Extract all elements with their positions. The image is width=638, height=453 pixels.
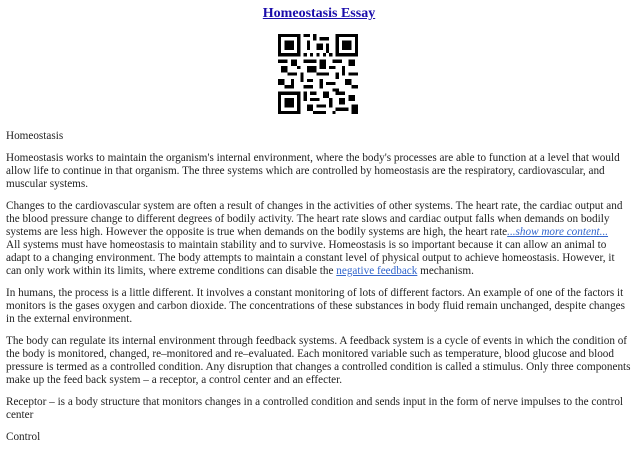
qr-code-image	[278, 34, 358, 114]
essay-body	[6, 130, 632, 453]
paragraph-3	[6, 239, 632, 278]
negative-feedback-link[interactable]: negative feedback	[336, 265, 418, 277]
page-title	[0, 6, 638, 22]
paragraph-2-text: Changes to the cardiovascular system are often a result of changes in the activities of other systems. The heart rate, the cardiac output and the blood pressure change to different degrees of bodily activity. The heart rate slows and cardiac output falls when demands on bodily systems are less high. However the opposite is true when demands on the bodily systems are high, the heart rate	[6, 200, 623, 238]
paragraph-7: Control	[6, 431, 41, 443]
paragraph-5: The body can regulate its internal environment through feedback systems. A feedback system is a cycle of events in which the condition of the body is monitored, changed, re–monitored and re–evaluated. Each monitored variable such as temperature, blood glucose and blood pressure is termed as a controlled condition. Any disruption that changes a controlled condition is called a stimulus. Only three components make up the feed back system – a receptor, a control center and an effecter.	[6, 335, 631, 386]
paragraph-3-text: All systems must have homeostasis to maintain stability and to survive. Homeostasis is so important because it can allow an animal to adapt to a changing environment. The body attempts to maintain a constant level of physical output to achieve homeostasis. However, it can only work within its limits, where extreme conditions can disable the	[6, 239, 615, 277]
title-link[interactable]: Homeostasis Essay	[262, 6, 376, 21]
essay-heading: Homeostasis	[6, 130, 64, 142]
show-more-link[interactable]: ...show more content...	[507, 226, 609, 238]
paragraph-4: In humans, the process is a little different. It involves a constant monitoring of lots of different factors. An example of one of the factors it monitors is the gases oxygen and carbon dioxide. The concentrations of these substances in body fluid remain unchanged, despite changes in the external environment.	[6, 287, 625, 325]
paragraph-6: Receptor – is a body structure that monitors changes in a controlled condition and sends input in the form of nerve impulses to the control center	[6, 396, 624, 421]
paragraph-2	[6, 200, 632, 239]
paragraph-3-end: mechanism.	[420, 265, 474, 277]
paragraph-1: Homeostasis works to maintain the organism's internal environment, where the body's processes are able to function at a level that would allow life to continue in that organism. The three systems which are controlled by homeostasis are the respiratory, cardiovascular, and muscular systems.	[6, 152, 620, 190]
